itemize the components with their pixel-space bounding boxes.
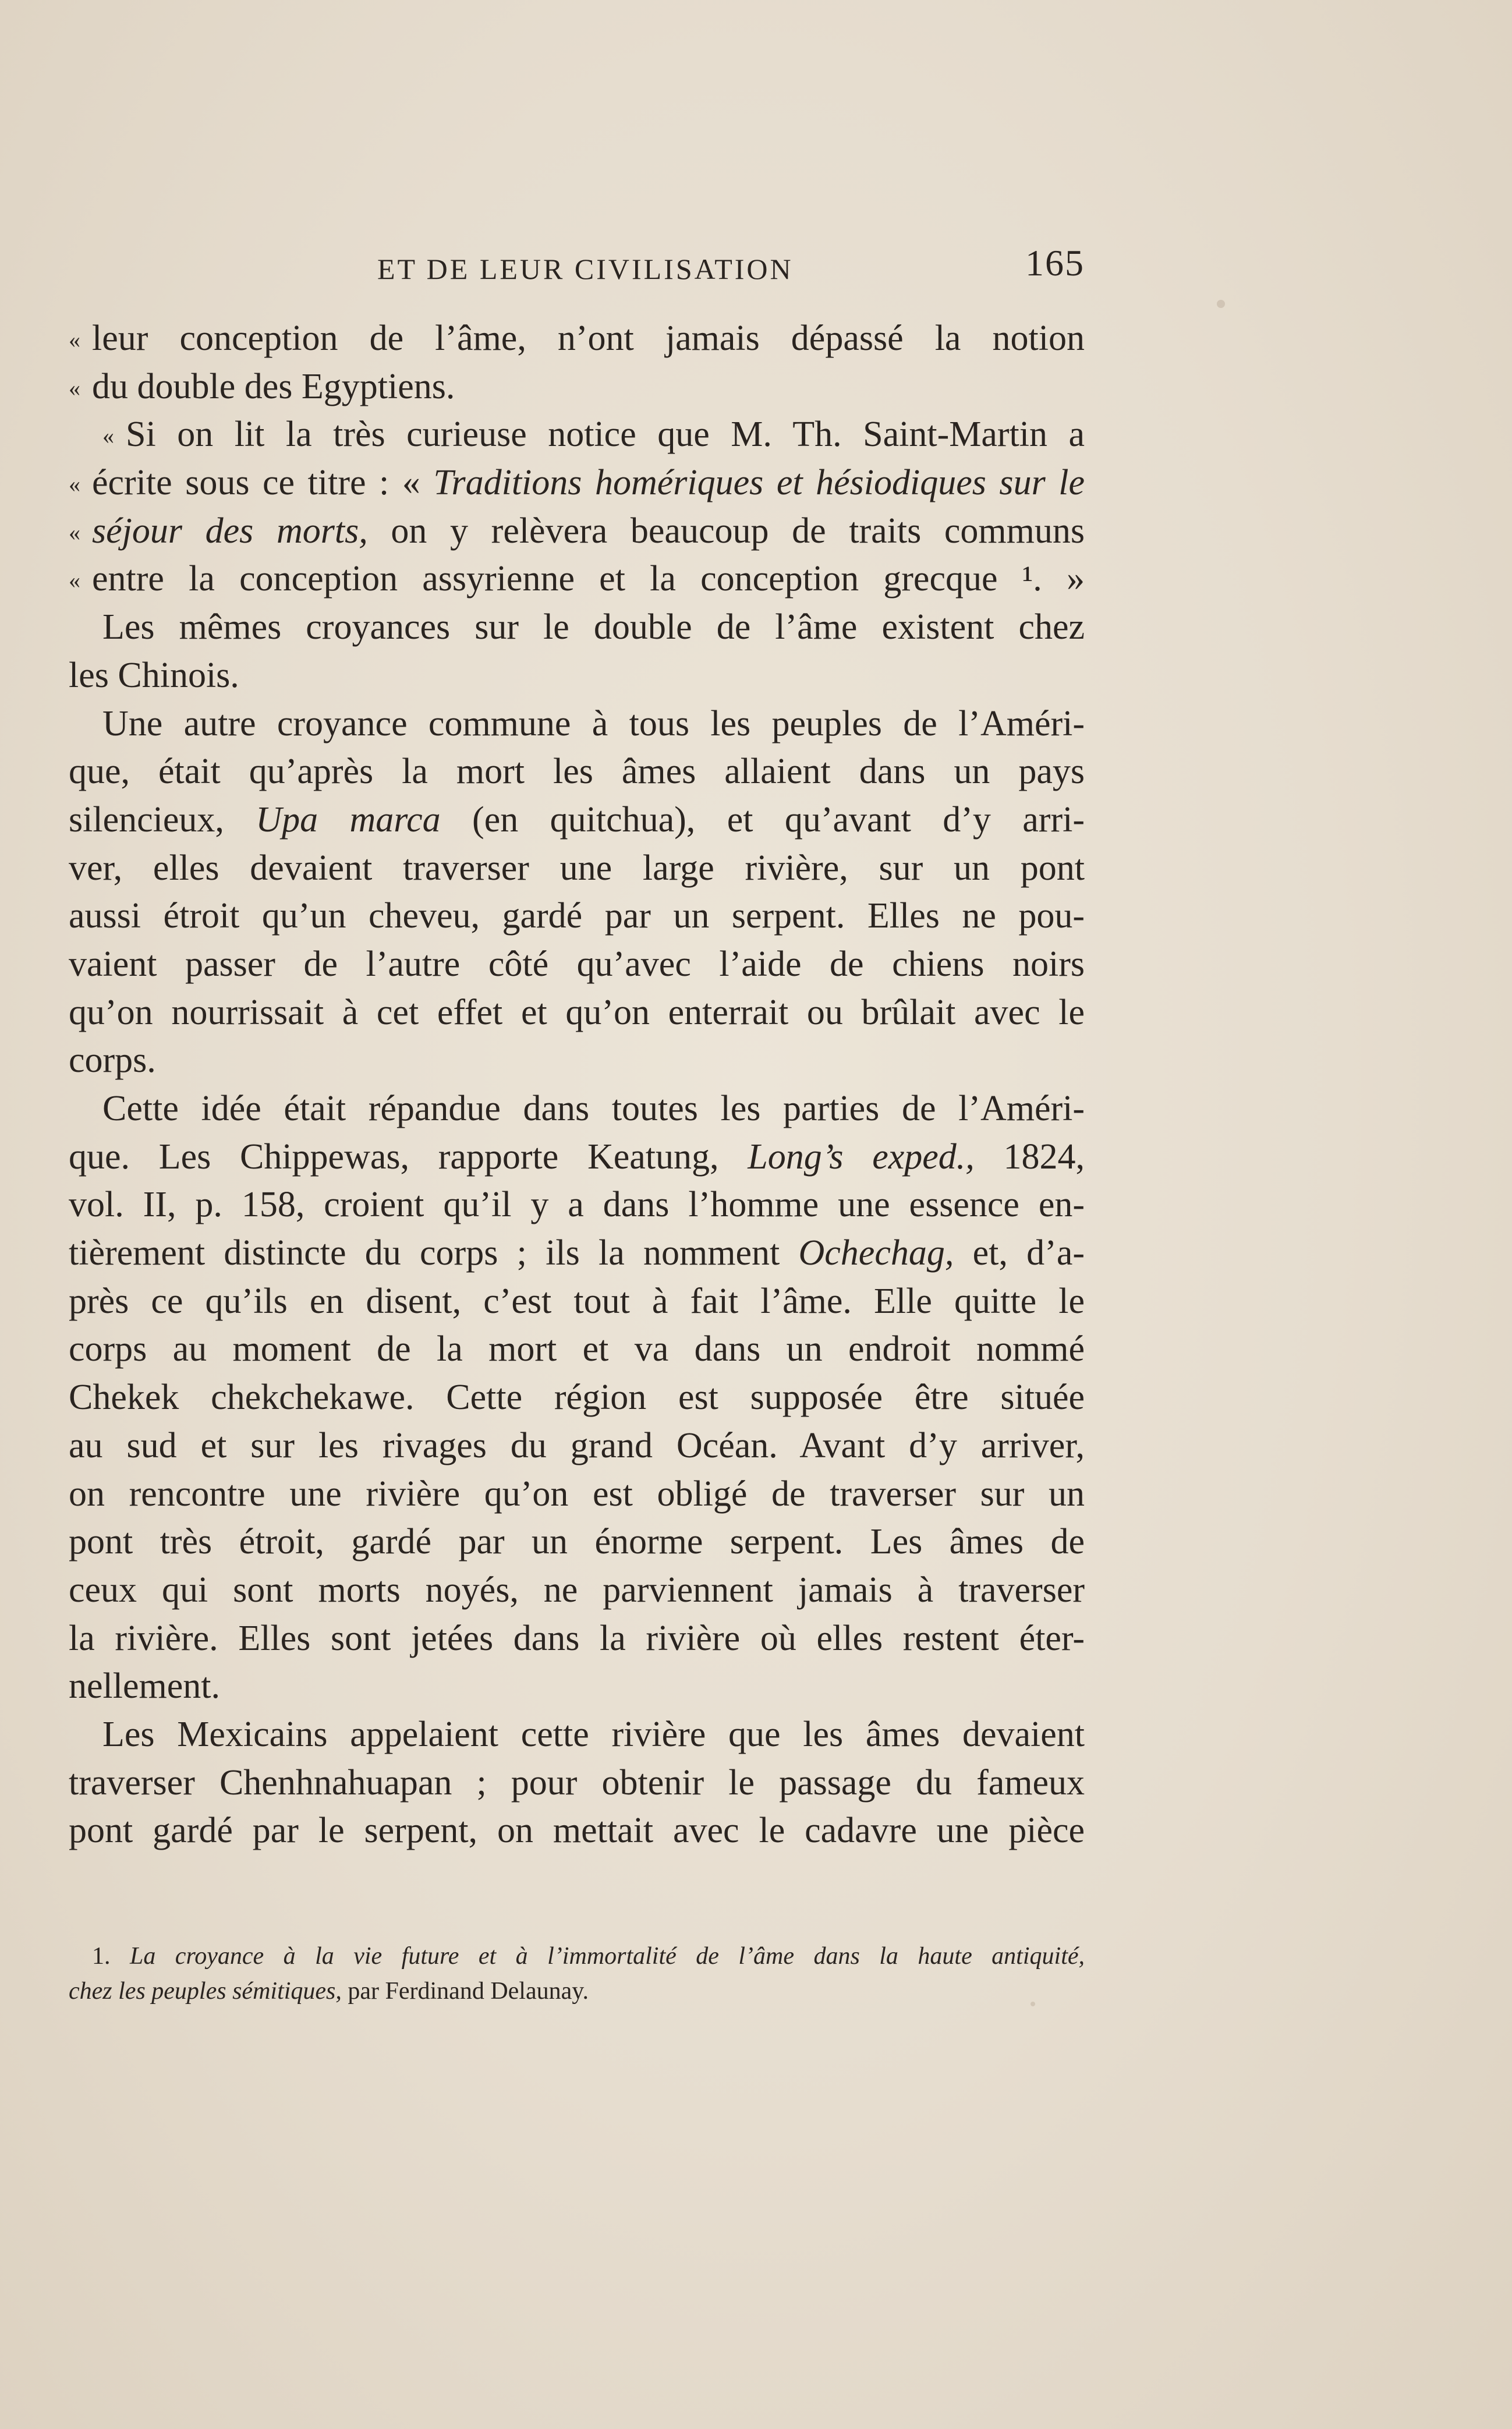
text-line-24: au sud et sur les rivages du grand Océan. Avant d’y arriver, (69, 1425, 1085, 1465)
text-line-21: près ce qu’ils en disent, c’est tout à fait l’âme. Elle quitte le (69, 1281, 1085, 1321)
text-line-16: corps. (69, 1040, 156, 1081)
text-line-17: Cette idée était répandue dans toutes les parties de l’Améri- (102, 1089, 1085, 1128)
page-number: 165 (1025, 242, 1085, 284)
page-header (69, 236, 1085, 300)
text-line-26: pont très étroit, gardé par un énorme serpent. Les âmes de (69, 1522, 1085, 1562)
text-line-15: qu’on nourrissait à cet effet et qu’on enterrait ou brûlait avec le (69, 992, 1085, 1032)
text-line-10: que, était qu’après la mort les âmes allaient dans un pays (69, 752, 1085, 792)
text-line-3: « Si on lit la très curieuse notice que M. Th. Saint-Martin a (102, 415, 1085, 455)
text-line-11: silencieux, Upa marca (en quitchua), et qu’avant d’y arri- (69, 799, 1085, 840)
text-line-18: que. Les Chippewas, rapporte Keatung, Long’s exped., 1824, (69, 1136, 1085, 1177)
running-head: ET DE LEUR CIVILISATION (377, 253, 794, 285)
text-line-28: la rivière. Elles sont jetées dans la rivière où elles restent éter- (69, 1618, 1085, 1658)
text-line-12: ver, elles devaient traverser une large rivière, sur un pont (69, 848, 1085, 888)
paper-spot (1217, 300, 1225, 308)
text-line-19: vol. II, p. 158, croient qu’il y a dans l’homme une essence en- (69, 1185, 1085, 1225)
text-line-14: vaient passer de l’autre côté qu’avec l’aide de chiens noirs (69, 944, 1085, 984)
text-line-2: « du double des Egyptiens. (69, 366, 455, 406)
text-line-8: les Chinois. (69, 655, 239, 695)
text-line-23: Chekek chekchekawe. Cette région est supposée être située (69, 1378, 1085, 1418)
footnote-number: 1. (92, 1943, 111, 1970)
text-line-25: on rencontre une rivière qu’on est obligé de traverser sur un (69, 1474, 1085, 1514)
text-line-31: traverser Chenhnahuapan ; pour obtenir le passage du fameux (69, 1762, 1085, 1803)
text-line-4: « écrite sous ce titre : « Traditions homériques et hésiodiques sur le (69, 463, 1085, 503)
text-line-27: ceux qui sont morts noyés, ne parviennent jamais à traverser (69, 1570, 1085, 1610)
text-line-13: aussi étroit qu’un cheveu, gardé par un serpent. Elles ne pou- (69, 896, 1085, 936)
text-line-30: Les Mexicains appelaient cette rivière que les âmes devaient (102, 1714, 1085, 1754)
footnote-line-1: 1. La croyance à la vie future et à l’immortalité de l’âme dans la haute antiquité, (92, 1943, 1085, 1970)
text-line-32: pont gardé par le serpent, on mettait avec le cadavre une pièce (69, 1811, 1085, 1851)
text-line-9: Une autre croyance commune à tous les peuples de l’Améri- (102, 703, 1085, 743)
footnote (69, 1939, 1085, 2009)
text-line-22: corps au moment de la mort et va dans un endroit nommé (69, 1329, 1085, 1369)
text-line-29: nellement. (69, 1666, 220, 1706)
body-text (69, 314, 1085, 1855)
text-line-5: « séjour des morts, on y relèvera beaucoup de traits communs (69, 511, 1085, 551)
footnote-line-2: chez les peuples sémitiques, par Ferdinand Delaunay. (69, 1978, 589, 2005)
text-line-7: Les mêmes croyances sur le double de l’âme existent chez (102, 607, 1085, 647)
text-line-6: « entre la conception assyrienne et la conception grecque ¹. » (69, 559, 1085, 599)
text-line-20: tièrement distincte du corps ; ils la nomment Ochechag, et, d’a- (69, 1233, 1085, 1273)
text-line-1: « leur conception de l’âme, n’ont jamais dépassé la notion (69, 318, 1085, 358)
